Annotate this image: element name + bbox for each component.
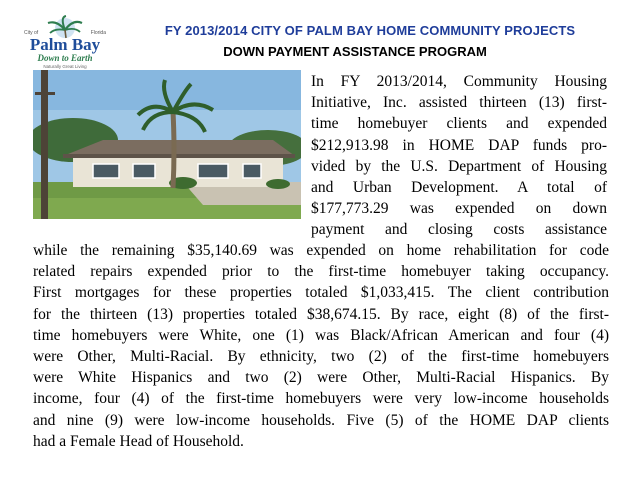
- body-paragraph: [33, 240, 609, 452]
- house-photo: [33, 70, 301, 219]
- text-line: time homebuyers were White, one (1) was Black/African American and four (4): [33, 326, 609, 344]
- logo-tagline: Down to Earth: [37, 53, 93, 63]
- city-logo: [22, 14, 108, 72]
- page-subtitle: DOWN PAYMENT ASSISTANCE PROGRAM: [223, 44, 487, 59]
- text-line: vided by the U.S. Department of Housing: [311, 157, 607, 175]
- logo-subtext: Naturally Great Living: [43, 64, 87, 69]
- text-line: income, four (4) of the first-time homebuyers were very low-income households: [33, 390, 609, 408]
- logo-brand-name: Palm Bay: [29, 35, 101, 54]
- text-line: $177,773.29 was expended on down: [311, 200, 607, 218]
- text-line: were Other, Multi-Racial. By ethnicity, two (2) of the first-time homebuyers: [33, 348, 609, 366]
- text-line: had a Female Head of Household.: [33, 432, 244, 450]
- logo-small-right: Florida: [90, 30, 106, 36]
- page-title: FY 2013/2014 CITY OF PALM BAY HOME COMMUNITY PROJECTS: [164, 23, 576, 38]
- text-line: Initiative, Inc. assisted thirteen (13) first-: [311, 94, 607, 112]
- text-line: and nine (9) were low-income households. Five (5) of the HOME DAP clients: [33, 411, 609, 429]
- text-line: First mortgages for these properties totaled $1,033,415. The client contribution: [33, 284, 609, 302]
- logo-small-left: City of: [24, 30, 39, 36]
- text-line: $212,913.98 in HOME DAP funds pro-: [311, 136, 607, 154]
- text-line: and Urban Development. A total of: [311, 179, 607, 197]
- text-line: for the thirteen (13) properties totaled $38,674.15. By race, eight (8) of the first-: [33, 305, 609, 323]
- text-line: related repairs expended prior to the first-time homebuyer taking occupancy.: [33, 263, 609, 281]
- text-line: were White Hispanics and two (2) were Other, Multi-Racial Hispanics. By: [33, 369, 609, 387]
- text-line: In FY 2013/2014, Community Housing: [311, 73, 607, 90]
- text-line: time homebuyer clients and expended: [311, 115, 607, 133]
- text-line: payment and closing costs assistance: [311, 221, 607, 239]
- text-line: while the remaining $35,140.69 was expended on home rehabilitation for code: [33, 242, 609, 259]
- intro-paragraph: [311, 71, 607, 241]
